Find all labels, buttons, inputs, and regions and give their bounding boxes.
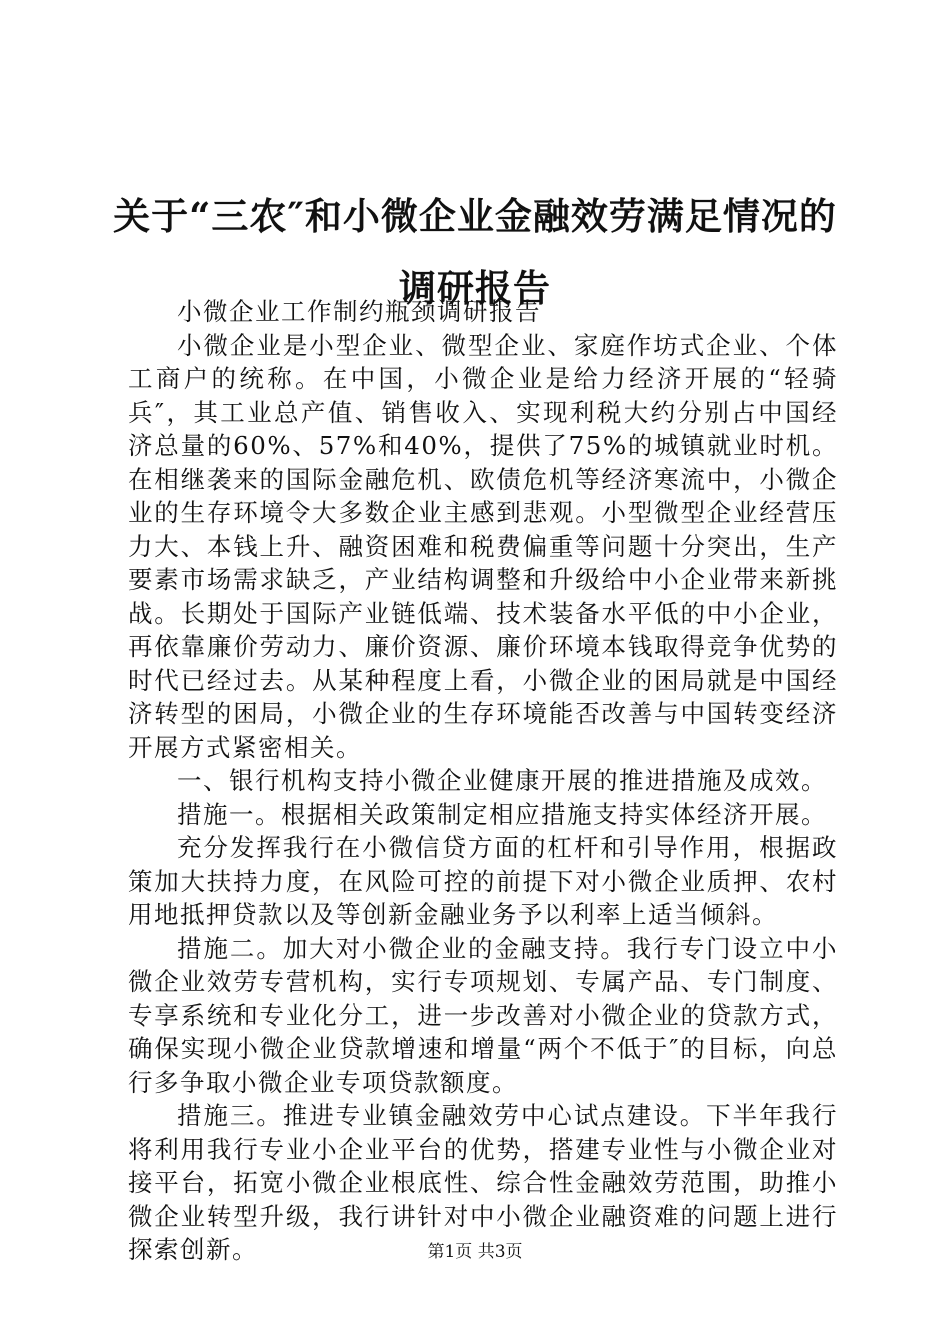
section-heading: 一、银行机构支持小微企业健康开展的推进措施及成效。 — [177, 766, 827, 795]
measure-one-paragraph: 充分发挥我行在小微信贷方面的杠杆和引导作用，根据政策加大扶持力度，在风险可控的前提下对小微企业质押、农村用地抵押贷款以及等创新金融业务予以利率上适当倾斜。 — [128, 833, 838, 929]
document-body — [128, 295, 838, 1267]
measure-one-heading: 措施一。根据相关政策制定相应措施支持实体经济开展。 — [177, 799, 827, 829]
subtitle-paragraph: 小微企业工作制约瓶颈调研报告 — [177, 297, 541, 326]
title-line-1: 关于“三农″和小微企业金融效劳满足情况的 — [113, 194, 837, 238]
title-line-2: 调研报告 — [399, 266, 551, 310]
intro-paragraph: 小微企业是小型企业、微型企业、家庭作坊式企业、个体工商户的统称。在中国，小微企业是给力经济开展的“轻骑兵″，其工业总产值、销售收入、实现利税大约分别占中国经济总量的60%、57%和40%，提供了75%的城镇就业时机。在相继袭来的国际金融危机、欧债危机等经济寒流中，小微企业的生存环境令大多数企业主感到悲观。小型微型企业经营压力大、本钱上升、融资困难和税费偏重等问题十分突出，生产要素市场需求缺乏，产业结构调整和升级给中小企业带来新挑战。长期处于国际产业链低端、技术装备水平低的中小企业，再依靠廉价劳动力、廉价资源、廉价环境本钱取得竞争优势的时代已经过去。从某种程度上看，小微企业的困局就是中国经济转型的困局，小微企业的生存环境能否改善与中国转变经济开展方式紧密相关。 — [128, 330, 838, 762]
measure-two-paragraph: 措施二。加大对小微企业的金融支持。我行专门设立中小微企业效劳专营机构，实行专项规划、专属产品、专门制度、专享系统和专业化分工，进一步改善对小微企业的贷款方式，确保实现小微企业贷款增速和增量“两个不低于″的目标，向总行多争取小微企业专项贷款额度。 — [128, 933, 838, 1097]
measure-three-paragraph: 措施三。推进专业镇金融效劳中心试点建设。下半年我行将利用我行专业小企业平台的优势，搭建专业性与小微企业对接平台，拓宽小微企业根底性、综合性金融效劳范围，助推小微企业转型升级，我行讲针对中小微企业融资难的问题上进行探索创新。 — [128, 1101, 838, 1264]
page-number-footer: 第1页 共3页 — [427, 1242, 523, 1262]
